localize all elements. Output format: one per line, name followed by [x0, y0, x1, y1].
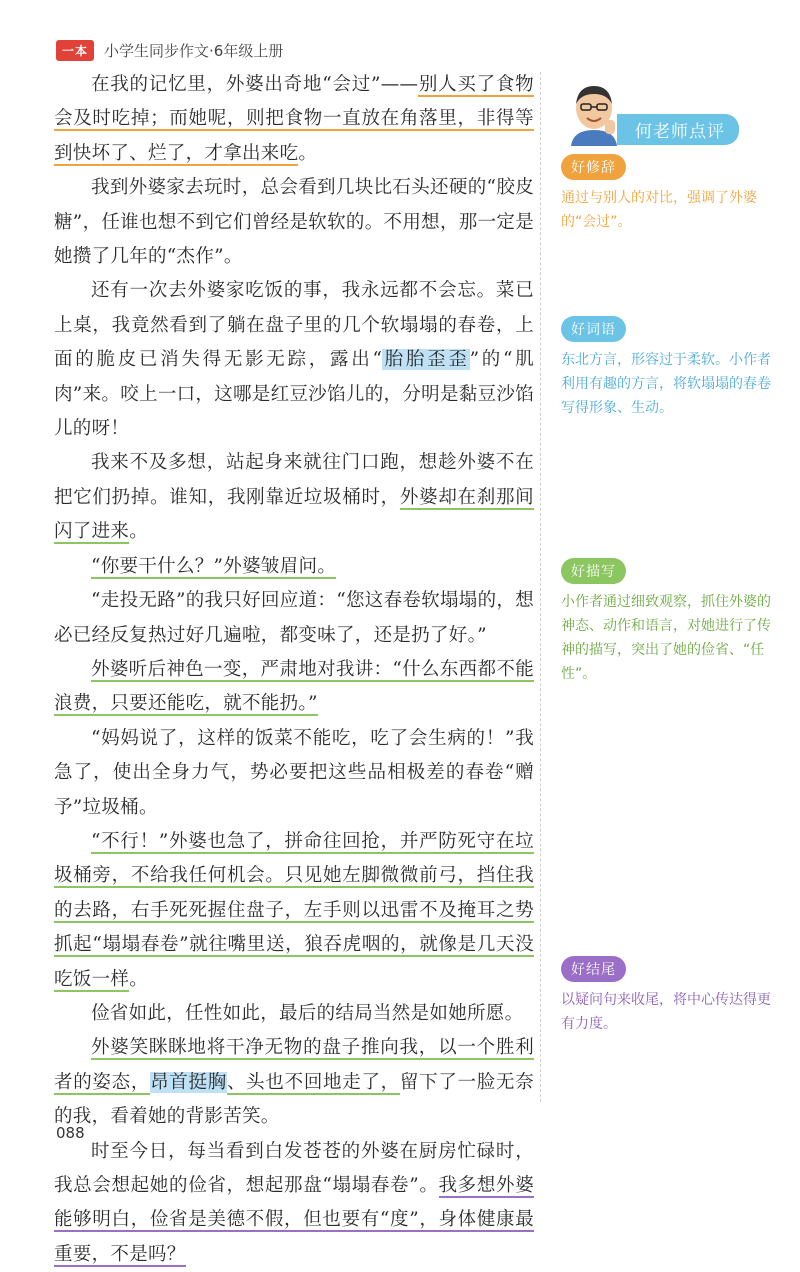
teacher-header [557, 80, 767, 152]
marked-text: “不行！”外婆也急了，拼命往回抢， [91, 830, 400, 852]
note-text-ending: 以疑问句来收尾，将中心传达得更有力度。 [561, 992, 771, 1032]
text-segment: 。 [129, 968, 149, 990]
essay-paragraph [54, 653, 534, 722]
note-tag-description: 好描写 [561, 558, 626, 584]
text-segment: 。 [129, 521, 149, 543]
series-logo: 一本 [56, 40, 94, 61]
teacher-comment-title: 何老师点评 [617, 114, 739, 145]
marked-text: 外婆笑眯眯地将干净无物的盘子推向我，以一个胜利者的姿态， [54, 1037, 534, 1093]
essay-paragraph [54, 722, 534, 825]
essay-paragraph [54, 997, 534, 1031]
note-text-rhetoric: 通过与别人的对比，强调了外婆的“会过”。 [561, 190, 757, 230]
text-segment: “走投无路”的我只好回应道：“您这春卷软塌塌的，想必已经反复热过好几遍啦，都变味了，还是扔了好。” [54, 590, 534, 646]
text-segment: ”的“肌肉”来。咬上一口，这哪是红豆沙馅儿的，分明是黏豆沙馅儿的呀！ [54, 349, 535, 440]
note-tag-rhetoric: 好修辞 [561, 154, 626, 180]
text-segment: 我到外婆家去玩时，总会看到几块比石头还硬的“胶皮糖”，任谁也想不到它们曾经是软软的。不用想，那一定是她攒了几年的“杰作”。 [54, 177, 534, 268]
note-tag-wording: 好词语 [561, 316, 626, 342]
text-segment: 我来不及多想，站起身来就往门口跑，想趁外婆不在把它们扔掉。谁知，我刚靠近垃圾桶时， [54, 452, 534, 508]
teacher-avatar-icon [565, 80, 623, 146]
marked-text: “你要干什么？”外婆皱眉问。 [91, 555, 337, 577]
marked-text: 并严防死守在垃圾桶旁，不给我任何机会。只见她左脚微微前弓，挡住我的去路，右手死死握住盘子，左手则以迅雷不及掩耳之势抓起“塌塌春卷”就往嘴里送，狼吞虎咽的，就像是几天没吃饭一样 [54, 830, 534, 990]
essay-paragraph [54, 1031, 534, 1134]
book-title: 小学生同步作文·6年级上册 [104, 41, 284, 60]
essay-paragraph [54, 550, 534, 584]
essay-paragraph [54, 446, 534, 549]
text-segment: 俭省如此，任性如此，最后的结局当然是如她所愿。 [91, 1002, 524, 1024]
essay-body [54, 68, 534, 1272]
text-segment: 时至今日，每当看到白发苍苍的外婆在厨房忙碌时，我总会想起她的俭省，想起那盘“塌塌春卷”。 [54, 1140, 534, 1196]
text-segment: 在我的记忆里，外婆出奇地“会过”—— [91, 74, 419, 95]
marked-text: 、头也不回地走了， [226, 1071, 400, 1093]
text-segment: 留下了一脸无奈的我，看着她的背影苦笑。 [54, 1071, 534, 1128]
page-header [56, 38, 283, 62]
marked-text: 别人买了食物会及时吃掉；而她呢，则把食物一直放在角落里，非得等到快坏了、烂了，才拿出来吃 [54, 74, 534, 164]
note-text-wording: 东北方言，形容过于柔软。小作者利用有趣的方言，将软塌塌的春卷写得形象、生动。 [561, 352, 771, 416]
marked-text: 我多想外婆能够明白，俭省是美德不假，但也要有“度”，身体健康最重要，不是吗？ [54, 1175, 534, 1265]
marked-text: 胎胎歪歪 [382, 349, 470, 371]
page-number: 088 [56, 1124, 85, 1142]
essay-paragraph [54, 68, 534, 171]
essay-paragraph [54, 171, 534, 274]
essay-paragraph [54, 825, 534, 997]
marked-text: 外婆听后神色一变，严肃地对我讲：“什么东西都不能浪费，只要还能吃，就不能扔。” [54, 658, 534, 715]
essay-paragraph [54, 274, 534, 446]
marked-text: 外婆却在刹那间闪了进来 [54, 486, 534, 543]
text-segment: 还有一次去外婆家吃饭的事，我永远都不会忘。菜已上桌，我竟然看到了躺在盘子里的几个软塌塌的春卷，上面的脆皮已消失得无影无踪，露出“ [54, 280, 534, 371]
essay-paragraph [54, 584, 534, 653]
text-segment: 。 [298, 142, 318, 164]
essay-paragraph [54, 1135, 534, 1272]
note-text-description: 小作者通过细致观察，抓住外婆的神态、动作和语言，对她进行了传神的描写，突出了她的俭省、“任性”。 [561, 594, 771, 682]
note-tag-ending: 好结尾 [561, 956, 626, 982]
marked-text: 昂首挺胸 [150, 1071, 227, 1093]
text-segment: “妈妈说了，这样的饭菜不能吃，吃了会生病的！”我急了，使出全身力气，势必要把这些品相极差的春卷“赠予”垃圾桶。 [54, 727, 534, 818]
teacher-comments-sidebar [540, 72, 781, 1102]
